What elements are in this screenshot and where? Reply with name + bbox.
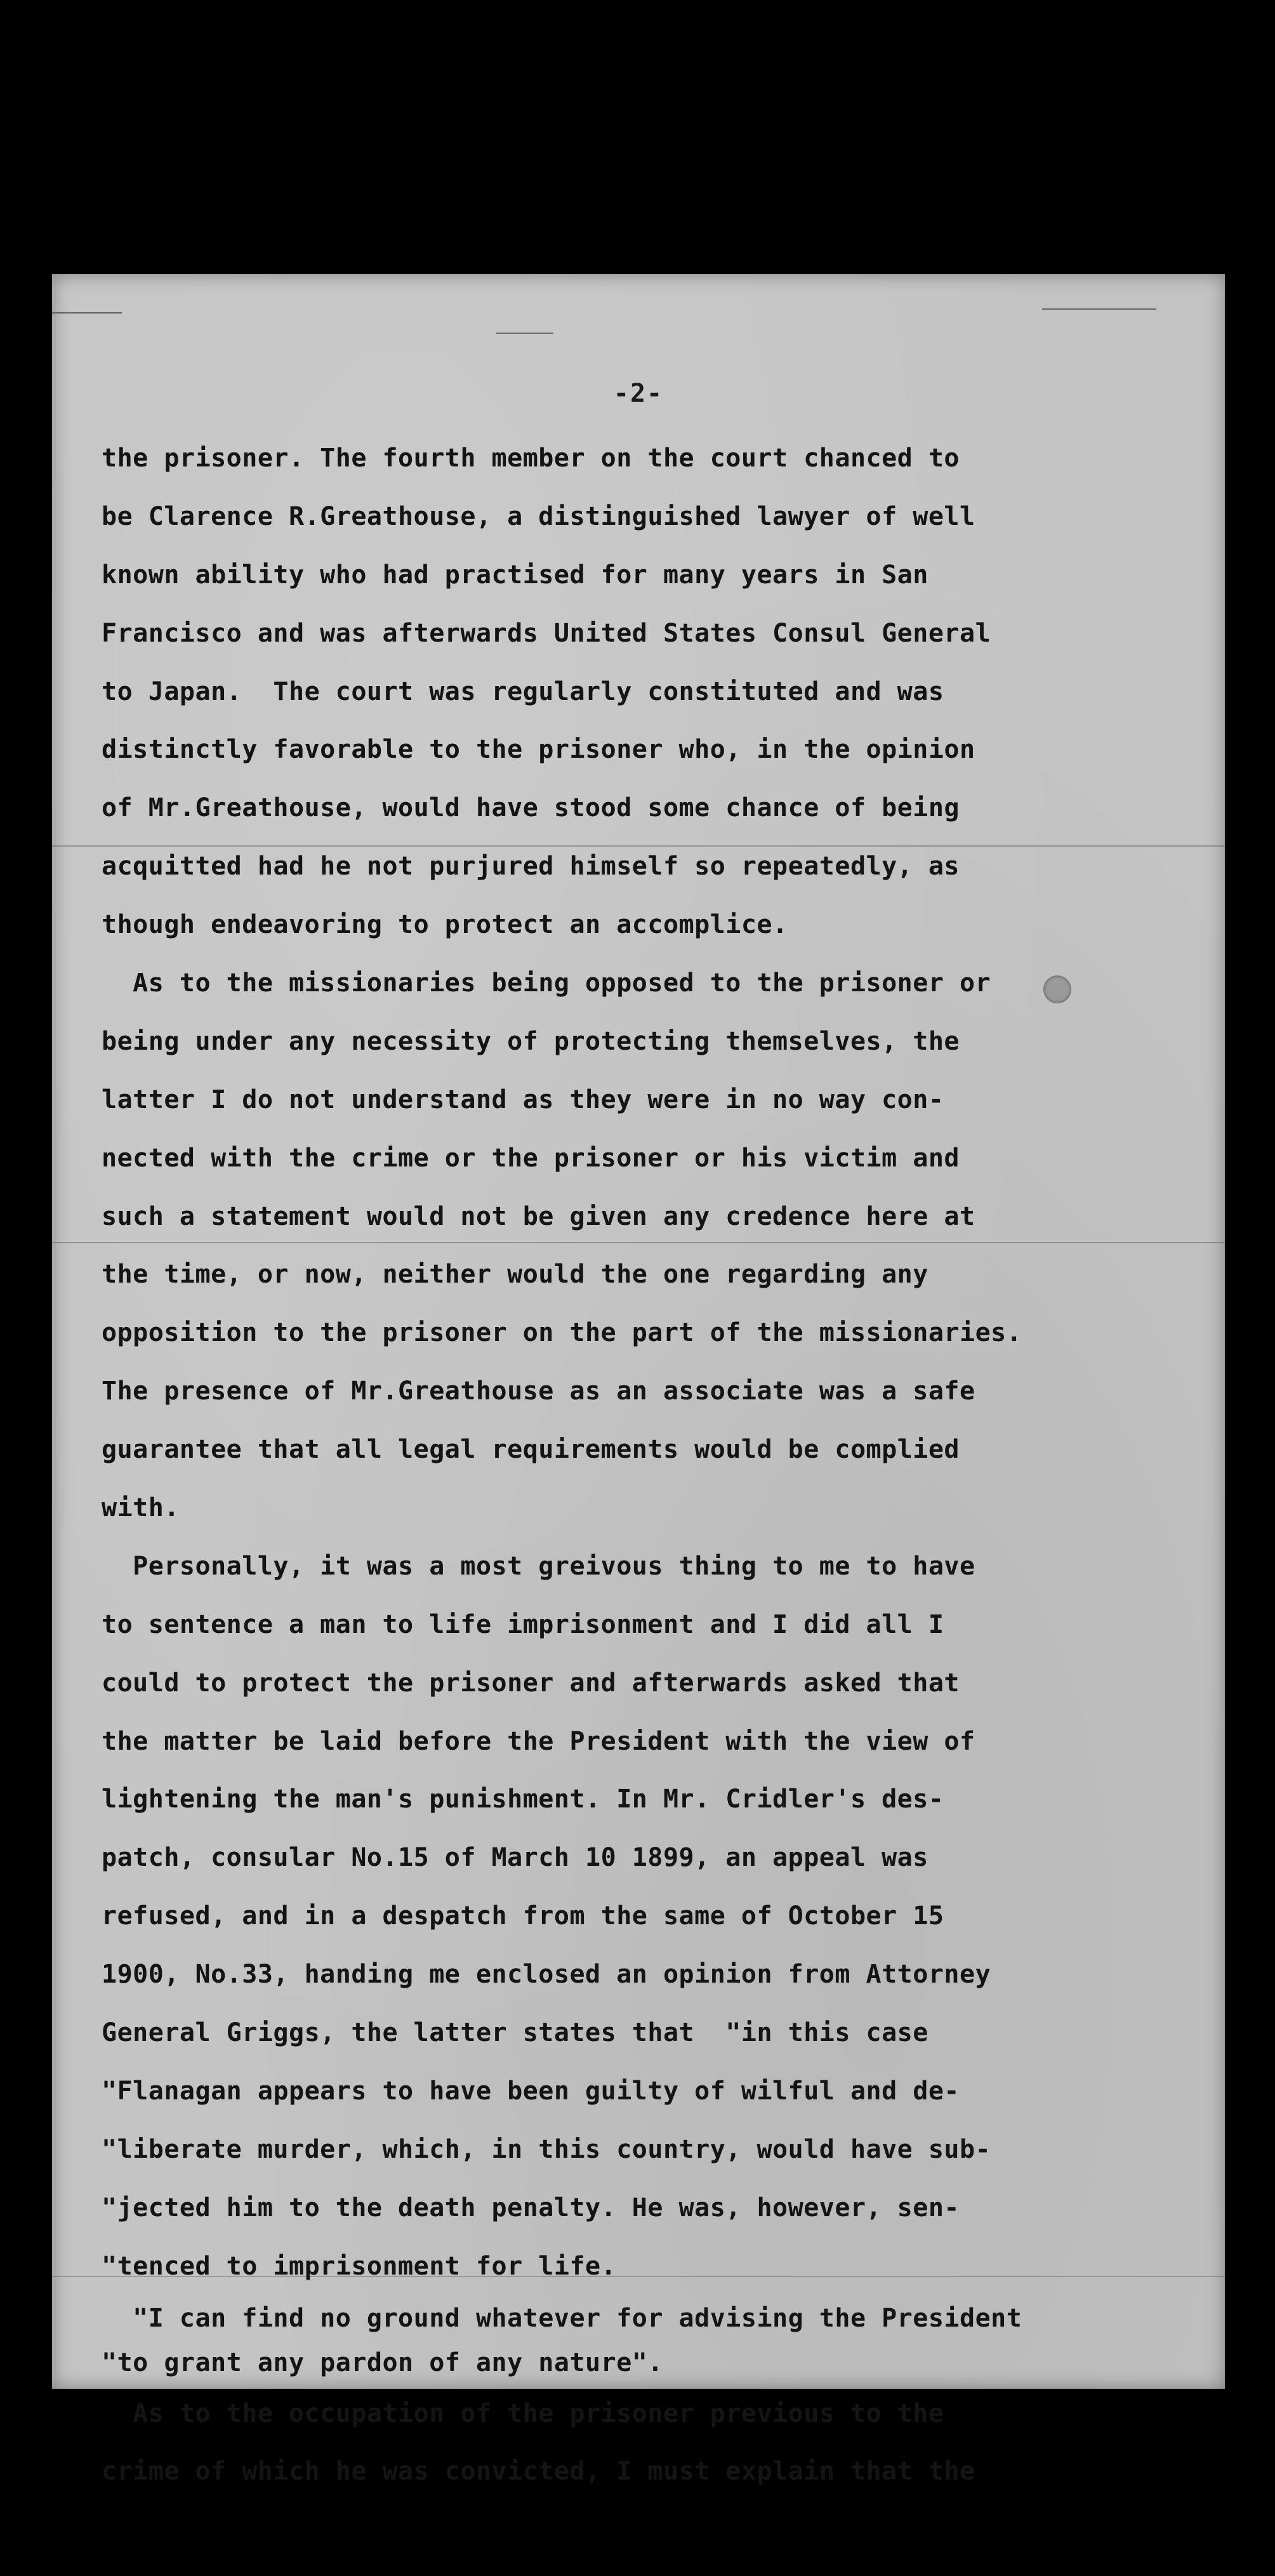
text-line: the time, or now, neither would the one regarding any [102,1260,928,1290]
text-line: known ability who had practised for many years in San [102,560,928,590]
text-line: Personally, it was a most greivous thing to me to have [102,1551,975,1581]
text-line: though endeavoring to protect an accomplice. [102,910,788,940]
text-line: distinctly favorable to the prisoner who, in the opinion [102,735,975,765]
text-line: be Clarence R.Greathouse, a distinguished lawyer of well [102,501,975,531]
text-line: being under any necessity of protecting themselves, the [102,1026,960,1056]
text-line: acquitted had he not purjured himself so repeatedly, as [102,852,960,882]
text-line: "Flanagan appears to have been guilty of wilful and de- [102,2076,960,2106]
text-line: Francisco and was afterwards United States Consul General [102,618,991,648]
text-line: nected with the crime or the prisoner or his victim and [102,1143,960,1173]
text-line: with. [102,1493,180,1523]
text-line: lightening the man's punishment. In Mr. Cridler's des- [102,1785,944,1814]
text-line: the matter be laid before the President with the view of [102,1726,975,1756]
text-line: refused, and in a despatch from the same of October 15 [102,1901,944,1931]
scan-line [496,333,553,334]
text-line: latter I do not understand as they were in no way con- [102,1085,944,1114]
text-line: guarantee that all legal requirements would be complied [102,1435,960,1465]
text-line: As to the missionaries being opposed to the prisoner or [102,968,991,998]
text-line: "liberate murder, which, in this country, would have sub- [102,2134,991,2164]
letter-body [102,430,1206,2501]
text-line: "I can find no ground whatever for advising the President [102,2303,1022,2333]
text-line: crime of which he was convicted, I must explain that the [102,2457,975,2487]
text-line: "to grant any pardon of any nature". [102,2348,663,2377]
text-line: to sentence a man to life imprisonment and I did all I [102,1609,944,1639]
scan-line [1042,308,1156,310]
text-line: could to protect the prisoner and afterwards asked that [102,1668,960,1698]
text-line: "jected him to the death penalty. He was, however, sen- [102,2193,960,2223]
text-line: of Mr.Greathouse, would have stood some chance of being [102,793,960,823]
document-page [52,274,1225,2487]
text-line: As to the occupation of the prisoner previous to the [102,2398,944,2428]
text-line: to Japan. The court was regularly constituted and was [102,677,944,706]
text-line: patch, consular No.15 of March 10 1899, an appeal was [102,1843,928,1873]
scan-line [52,312,122,314]
text-line: The presence of Mr.Greathouse as an associate was a safe [102,1377,975,1406]
text-line: opposition to the prisoner on the part of the missionaries. [102,1318,1022,1348]
text-line: the prisoner. The fourth member on the court chanced to [102,444,960,473]
page-number: -2- [613,379,664,408]
text-line: such a statement would not be given any credence here at [102,1201,975,1231]
text-line: "tenced to imprisonment for life. [102,2251,617,2281]
text-line: 1900, No.33, handing me enclosed an opinion from Attorney [102,1960,991,1990]
text-line: General Griggs, the latter states that "in this case [102,2018,928,2048]
